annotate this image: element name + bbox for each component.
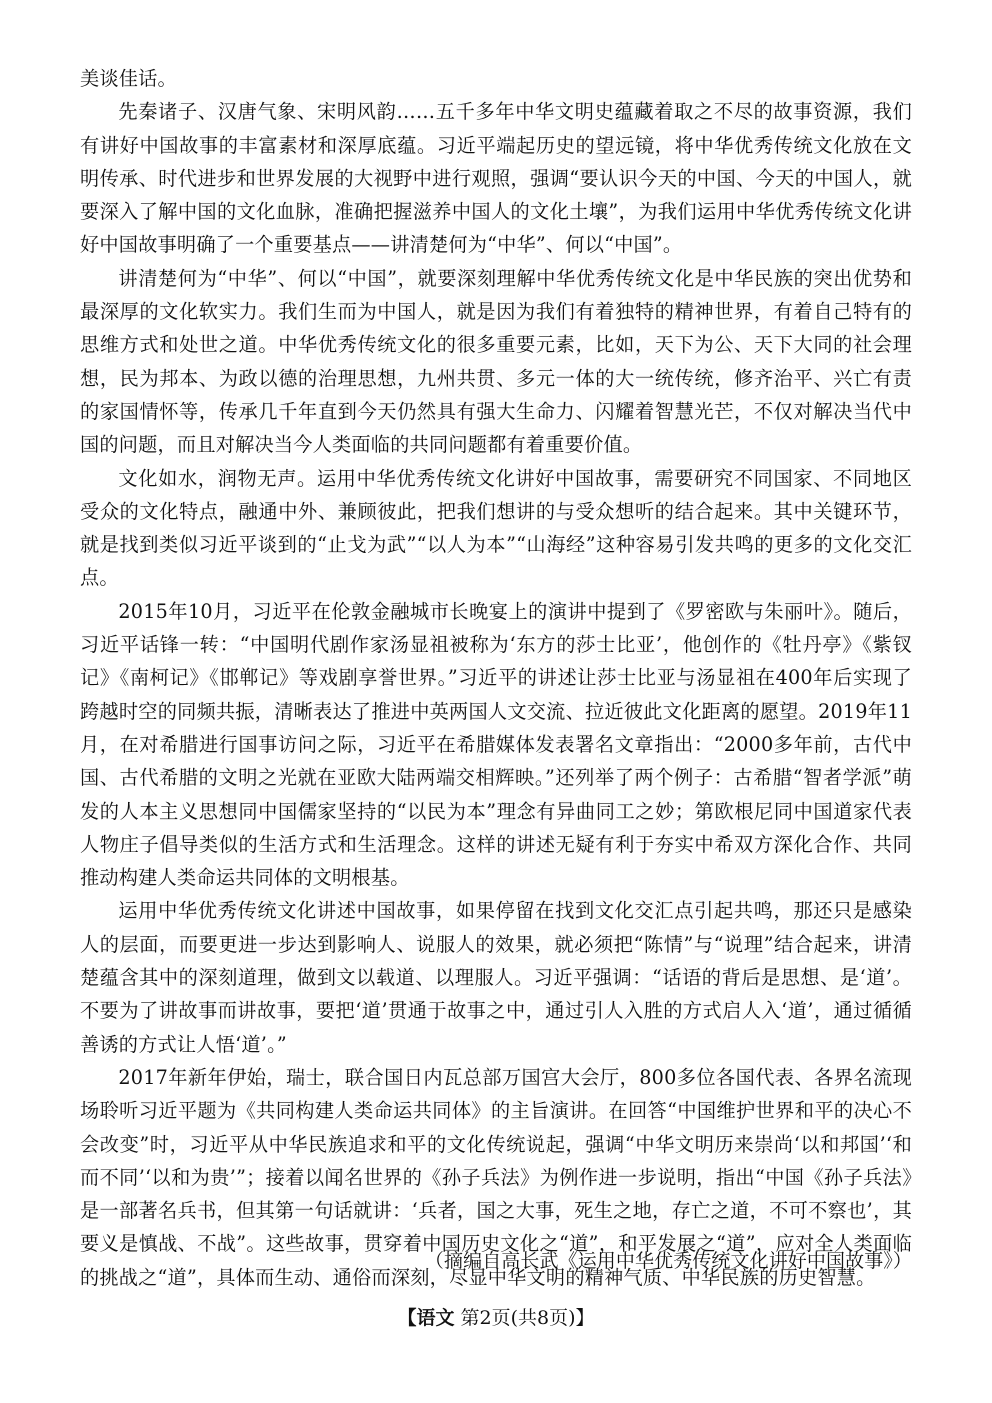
footer-page-number: 第2页(共8页)】 [460,1307,595,1329]
paragraph-7: 2017年新年伊始，瑞士，联合国日内瓦总部万国宫大会厅，800多位各国代表、各界名流现场聆听习近平题为《共同构建人类命运共同体》的主旨演讲。在回答“中国维护世界和平的决心不会改变”时，习近平从中华民族追求和平的文化传统说起，强调“中华文明历来崇尚‘以和邦国’‘和而不同’‘以和为贵’”；接着以闻名世界的《孙子兵法》为例作进一步说明，指出“中国《孙子兵法》是一部著名兵书，但其第一句话就讲：‘兵者，国之大事，死生之地，存亡之道，不可不察也’，其要义是慎战、不战”。这些故事，贯穿着中国历史文化之“道”，和平发展之“道”，应对全人类面临的挑战之“道”，具体而生动、通俗而深刻，尽显中华文明的精神气质、中华民族的历史智慧。 [80,1065,912,1289]
footer-subject: 【语文 [397,1307,455,1329]
paragraph-2: 先秦诸子、汉唐气象、宋明风韵……五千多年中华文明史蕴藏着取之不尽的故事资源，我们有讲好中国故事的丰富素材和深厚底蕴。习近平端起历史的望远镜，将中华优秀传统文化放在文明传承、时代进步和世界发展的大视野中进行观照，强调“要认识今天的中国、今天的中国人，就要深入了解中国的文化血脉，准确把握滋养中国人的文化土壤”，为我们运用中华优秀传统文化讲好中国故事明确了一个重要基点——讲清楚何为“中华”、何以“中国”。 [80,100,912,257]
article-body [80,62,912,1294]
paragraph-6: 运用中华优秀传统文化讲述中国故事，如果停留在找到文化交汇点引起共鸣，那还只是感染人的层面，而要更进一步达到影响人、说服人的效果，就必须把“陈情”与“说理”结合起来，讲清楚蕴含其中的深刻道理，做到文以载道、以理服人。习近平强调：“话语的背后是思想、是‘道’。不要为了讲故事而讲故事，要把‘道’贯通于故事之中，通过引人入胜的方式启人入‘道’，通过循循善诱的方式让人悟‘道’。” [80,899,912,1056]
paragraph-4: 文化如水，润物无声。运用中华优秀传统文化讲好中国故事，需要研究不同国家、不同地区受众的文化特点，融通中外、兼顾彼此，把我们想讲的与受众想听的结合起来。其中关键环节，就是找到类似习近平谈到的“止戈为武”“以人为本”“山海经”这种容易引发共鸣的更多的文化交汇点。 [80,466,912,590]
page-footer [0,1303,992,1333]
paragraph-5: 2015年10月，习近平在伦敦金融城市长晚宴上的演讲中提到了《罗密欧与朱丽叶》。随后，习近平话锋一转：“中国明代剧作家汤显祖被称为‘东方的莎士比亚’，他创作的《牡丹亭》《紫钗记》《南柯记》《邯郸记》等戏剧享誉世界。”习近平的讲述让莎士比亚与汤显祖在400年后实现了跨越时空的同频共振，清晰表达了推进中英两国人文交流、拉近彼此文化距离的愿望。2019年11月，在对希腊进行国事访问之际，习近平在希腊媒体发表署名文章指出：“2000多年前，古代中国、古代希腊的文明之光就在亚欧大陆两端交相辉映。”还列举了两个例子：古希腊“智者学派”萌发的人本主义思想同中国儒家坚持的“以民为本”理念有异曲同工之妙；第欧根尼同中国道家代表人物庄子倡导类似的生活方式和生活理念。这样的讲述无疑有利于夯实中希双方深化合作、共同推动构建人类命运共同体的文明根基。 [80,599,912,890]
article-source: （摘编自高长武《运用中华优秀传统文化讲好中国故事》） [424,1250,912,1272]
paragraph-1-continuation: 美谈佳话。 [80,67,177,90]
paragraph-3: 讲清楚何为“中华”、何以“中国”，就要深刻理解中华优秀传统文化是中华民族的突出优势和最深厚的文化软实力。我们生而为中国人，就是因为我们有着独特的精神世界，有着自己特有的思维方式和处世之道。中华优秀传统文化的很多重要元素，比如，天下为公、天下大同的社会理想，民为邦本、为政以德的治理思想，九州共贯、多元一体的大一统传统，修齐治平、兴亡有责的家国情怀等，传承几千年直到今天仍然具有强大生命力、闪耀着智慧光芒，不仅对解决当代中国的问题，而且对解决当今人类面临的共同问题都有着重要价值。 [80,266,912,457]
